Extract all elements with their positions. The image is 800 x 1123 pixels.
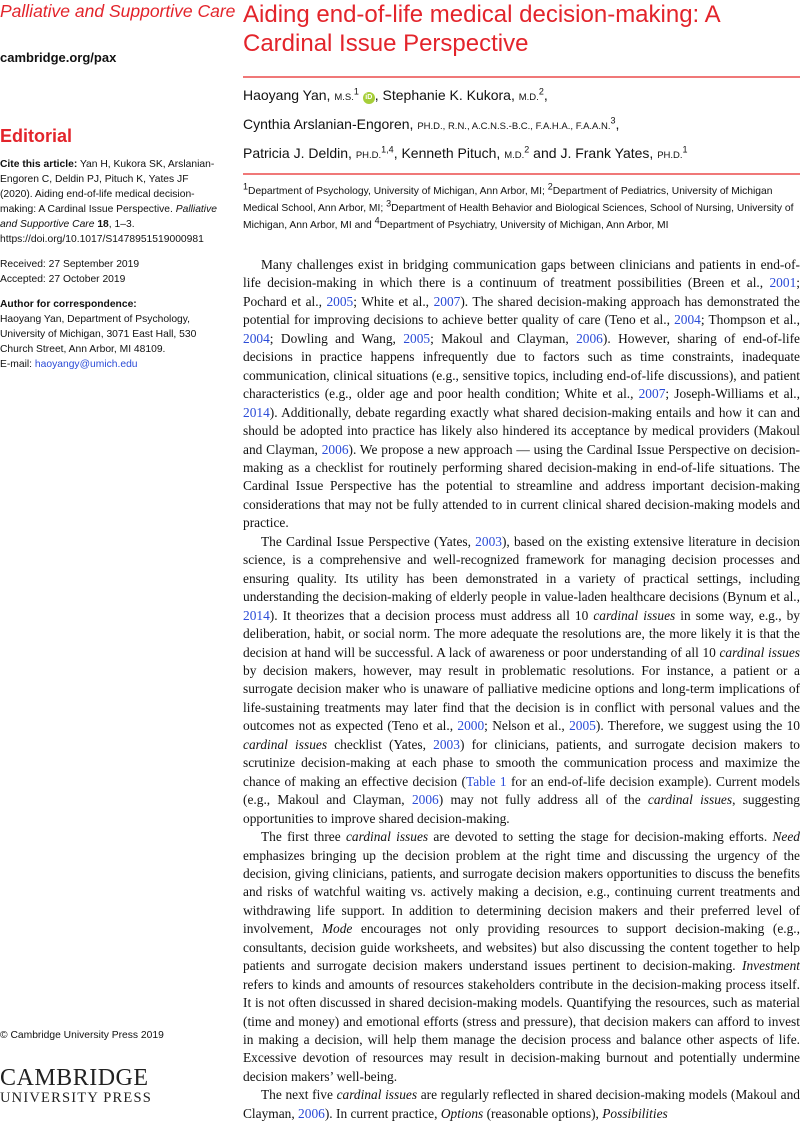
author-affil-number: 2 (524, 144, 530, 155)
author-degree: PH.D., R.N., A.C.N.S.-B.C., F.A.H.A., F.A.A.N. (417, 121, 611, 132)
author (383, 87, 544, 103)
emphasis-text: cardinal issues (345, 829, 429, 845)
affiliation-number: 3 (386, 198, 392, 209)
journal-site-link[interactable]: cambridge.org/pax (0, 50, 117, 65)
body-text: by decision makers, however, may result in problematic resolutions. For instance, a patient or a surrogate decision maker who is unaware of palliative medicine options and long-term implications of life-sustaining treatments may later find that the decision is in conflict with personal values and the outcomes not as expected (Teno et al., (243, 662, 800, 734)
cite-doi[interactable]: , 1–3. https://doi.org/10.1017/S1478951519000981 (0, 219, 204, 245)
reference-link[interactable]: 2014 (243, 404, 270, 420)
reference-link[interactable]: 2000 (457, 718, 485, 734)
body-paragraph (243, 1086, 800, 1123)
body-text: ; Nelson et al., (484, 718, 570, 734)
affiliation-text: Department of Psychiatry, University of Michigan, Ann Arbor, MI (379, 220, 669, 231)
emphasis-text: cardinal issues (647, 792, 733, 808)
author (560, 145, 687, 161)
body-paragraph (243, 828, 800, 1086)
body-text: checklist (Yates, (327, 736, 434, 752)
body-text: The Cardinal Issue Perspective (Yates, (261, 533, 476, 549)
body-text: in some way, e.g., by deliberation, habit, or social norm. The more adequate the resolutions are, the more likely it is that the decision at hand will be successful. A lack of awareness or poor understanding of all 10 (243, 607, 800, 660)
article-type: Editorial (0, 126, 73, 146)
author-affil-number: 1,4 (381, 144, 394, 155)
body-text: are regularly reflected in shared decision-making models (Makoul and Clayman, (243, 1087, 800, 1121)
body-text: encourages not only providing resources to support decision-making (e.g., consultants, decision guide worksheets, and websites) but also discussing the content together to help patients and surrogate decision makers understand issues pertinent to decision-making. (243, 921, 800, 974)
main-column (243, 0, 800, 1123)
cambridge-logo (0, 1066, 152, 1106)
received-date: Received: 27 September 2019 (0, 259, 140, 270)
divider-top (243, 76, 800, 78)
affiliation-number: 4 (374, 215, 380, 226)
reference-link[interactable]: 2005 (569, 718, 596, 734)
reference-link[interactable]: 2014 (243, 607, 270, 623)
body-paragraph (243, 533, 800, 828)
body-text: ). Additionally, debate regarding exactly what shared decision-making entails and how it can and should be adopted into practice has likely also hindered its acceptance by medical providers (Makoul and Clayman, (243, 404, 800, 457)
author (401, 145, 529, 161)
author-name: Patricia J. Deldin, (243, 145, 356, 161)
author-list: Haoyang Yan, M.S.$^1$ iD , Stephanie K. Kukora, M.D.$^2$, Cynthia Arslanian-Engoren, PH.D., R.N., A.C.N.S.-B.C., F.A.H.A., F.A.A.N.$^3$, Patricia J. Deldin, PH.D.$^{1,4}$, Kenneth Pituch, M.D.$^2$ and J. Frank Yates, PH.D.$^1$ (243, 86, 688, 161)
body-text: ; White et al., (353, 293, 434, 309)
emphasis-text: cardinal issues (336, 1087, 418, 1103)
author-degree: PH.D. (355, 150, 382, 161)
cite-journal: Palliative and Supportive Care (0, 204, 217, 230)
accepted-date: Accepted: 27 October 2019 (0, 274, 126, 285)
emphasis-text: Possibilities (602, 1105, 668, 1121)
body-text: The next five (261, 1087, 337, 1103)
body-text: ; Pochard et al., (243, 275, 800, 309)
dates-block (0, 257, 232, 287)
reference-link[interactable]: 2004 (243, 330, 270, 346)
author-name: Cynthia Arslanian-Engoren, (243, 116, 418, 132)
reference-link[interactable]: 2005 (326, 293, 354, 309)
emphasis-text: cardinal issues (243, 736, 328, 752)
citation-block (0, 157, 222, 247)
body-text: emphasizes bringing up the decision problem at the right time and discussing the urgency of the decision, giving clinicians, patients, and surrogate decision makers opportunities to discuss the benefits and risks of watchful waiting vs. actively making a decision, e.g., continuing current treatments and withdrawing life support. In addition to determining decision makers and their preferred level of involvement, (243, 847, 800, 937)
reference-link[interactable]: 2003 (475, 533, 502, 549)
affiliations (243, 183, 800, 234)
corr-address: Haoyang Yan, Department of Psychology, University of Michigan, 3071 East Hall, 530 Church Street, Ann Arbor, MI 48109. (0, 314, 197, 355)
body-text: ; Makoul and Clayman, (430, 330, 577, 346)
emphasis-text: Investment (741, 958, 800, 974)
body-text: ). However, sharing of end-of-life decisions in practice happens infrequently due to factors such as time constraints, inadequate communication, clinical situations (e.g., sensitive topics, including end-of-life discussions), and patient characteristics (e.g., older age and poor health condition; White et al., (243, 330, 800, 402)
emphasis-text: cardinal issues (593, 607, 676, 623)
reference-link[interactable]: 2007 (433, 293, 461, 309)
body-text: ). We propose a new approach — using the Cardinal Issue Perspective on decision-making as a checklist for routinely performing shared decision-making in end-of-life situations. The Cardinal Issue Perspective has the potential to streamline and address important decision-making considerations that may not be fully attended to in current clinical shared decision-making models and practice. (243, 441, 800, 531)
author-degree: M.D. (504, 150, 525, 161)
body-text: ) for clinicians, patients, and surrogate decision makers to scrutinize decision-making at each phase to smooth the communication process and maximize the chance of making an effective decision ( (243, 736, 800, 789)
author-affil-number: 3 (610, 115, 616, 126)
body-text: The first three (261, 829, 346, 845)
article-title: Aiding end-of-life medical decision-making: A Cardinal Issue Perspective (243, 1, 720, 57)
author-affil-number: 1 (682, 144, 688, 155)
reference-link[interactable]: Table 1 (465, 773, 507, 789)
journal-name: Palliative and Supportive Care (0, 1, 236, 21)
reference-link[interactable]: 2005 (403, 330, 431, 346)
author-affil-number: 1 (353, 86, 359, 97)
logo-line2: UNIVERSITY PRESS (0, 1090, 153, 1106)
author (243, 87, 375, 103)
body-text: ). The shared decision-making approach has demonstrated the potential for improving decisions to achieve better quality of care (Teno et al., (243, 293, 800, 328)
reference-link[interactable]: 2006 (321, 441, 349, 457)
author-degree: M.D. (518, 92, 539, 103)
author-name: Kenneth Pituch, (401, 145, 505, 161)
copyright: © Cambridge University Press 2019 (0, 1030, 164, 1041)
body-text: Many challenges exist in bridging communication gaps between clinicians and patients in end-of-life decision-making in which there is a continuum of treatment possibilities (Breen et al., (243, 257, 800, 291)
author-degree: PH.D. (657, 150, 683, 161)
body-text: ; Dowling and Wang, (269, 330, 404, 346)
body-text: , suggesting opportunities to improve shared decision-making. (243, 792, 800, 826)
author-name: J. Frank Yates, (560, 145, 658, 161)
body-text: (reasonable options), (483, 1105, 603, 1121)
body-paragraph (243, 256, 800, 533)
author-name: Stephanie K. Kukora, (382, 87, 519, 103)
reference-link[interactable]: 2006 (576, 330, 603, 346)
affiliation-text: Department of Psychology, University of Michigan, Ann Arbor, MI; (248, 186, 548, 197)
body-text: are devoted to setting the stage for decision-making efforts. (428, 829, 773, 845)
emphasis-text: Mode (321, 921, 353, 937)
correspondence-block (0, 297, 230, 372)
reference-link[interactable]: 2006 (411, 792, 439, 808)
author-degree: M.S. (334, 92, 354, 103)
divider-bottom (243, 173, 800, 175)
cite-volume: 18 (97, 219, 109, 230)
reference-link[interactable]: 2001 (769, 275, 797, 291)
orcid-icon[interactable]: iD (363, 92, 375, 104)
author (243, 116, 616, 132)
affiliation-number: 1 (243, 181, 249, 192)
logo-line1: CAMBRIDGE (0, 1065, 149, 1091)
author (243, 145, 394, 161)
body-text: ). It theorizes that a decision process must address all 10 (269, 607, 594, 623)
reference-link[interactable]: 2004 (674, 312, 701, 328)
reference-link[interactable]: 2006 (298, 1105, 325, 1121)
author-name: Haoyang Yan, (243, 87, 335, 103)
cite-label: Cite this article: (0, 159, 78, 170)
emphasis-text: cardinal issues (719, 644, 800, 660)
body-text: ). Therefore, we suggest using the 10 (595, 718, 800, 734)
reference-link[interactable]: 2003 (433, 736, 460, 752)
affiliation-number: 2 (547, 181, 553, 192)
emphasis-text: Need (772, 829, 800, 845)
affiliation-text: Department of Pediatrics, University of Michigan Medical School, Ann Arbor, MI; (243, 186, 773, 214)
body-text: ; Joseph-Williams et al., (665, 386, 800, 402)
cite-text: Yan H, Kukora SK, Arslanian-Engoren C, Deldin PJ, Pituch K, Yates JF (2020). Aiding end-of-life medical decision-making: A Cardinal Issue Perspective. (0, 159, 215, 215)
body-text: ) may not fully address all of the (438, 792, 648, 808)
affiliation-text: Department of Health Behavior and Biological Sciences, School of Nursing, University of Michigan, Ann Arbor, MI and (243, 203, 794, 231)
emphasis-text: Options (440, 1105, 484, 1121)
email-link[interactable]: haoyangy@umich.edu (34, 359, 138, 370)
corr-label: Author for correspondence: (0, 299, 137, 310)
body-text: ; Thompson et al., (700, 312, 800, 328)
author-affil-number: 2 (538, 86, 544, 97)
body-text: ), based on the existing extensive literature in decision science, is a comprehensive and well-recognized framework for managing decision processes and ensuring quality. Its utility has been demonstrated in a variety of practical settings, including understanding the decision-making of elderly people in value-laden healthcare decisions (Bynum et al., (243, 533, 800, 605)
email-label: E-mail: (0, 359, 35, 370)
body-text: refers to kinds and amounts of resources stakeholders contribute in the decision-making process itself. It is not often discussed in shared decision-making models. Quantifying the resources, such as material (time and money) and emotional efforts (stress and pressure), that decision makers can afford to invest in making a decision, will help them manage the decision process and balance other aspects of life. Excessive devotion of resources may result in decision-making burnout and potentially undermine decision makers’ well-being. (243, 976, 800, 1084)
body-text: for an end-of-life decision example). Current models (e.g., Makoul and Clayman, (243, 773, 800, 808)
sidebar (0, 0, 236, 372)
body-text: ). In current practice, (324, 1105, 441, 1121)
reference-link[interactable]: 2007 (638, 386, 666, 402)
article-body (243, 256, 800, 1123)
